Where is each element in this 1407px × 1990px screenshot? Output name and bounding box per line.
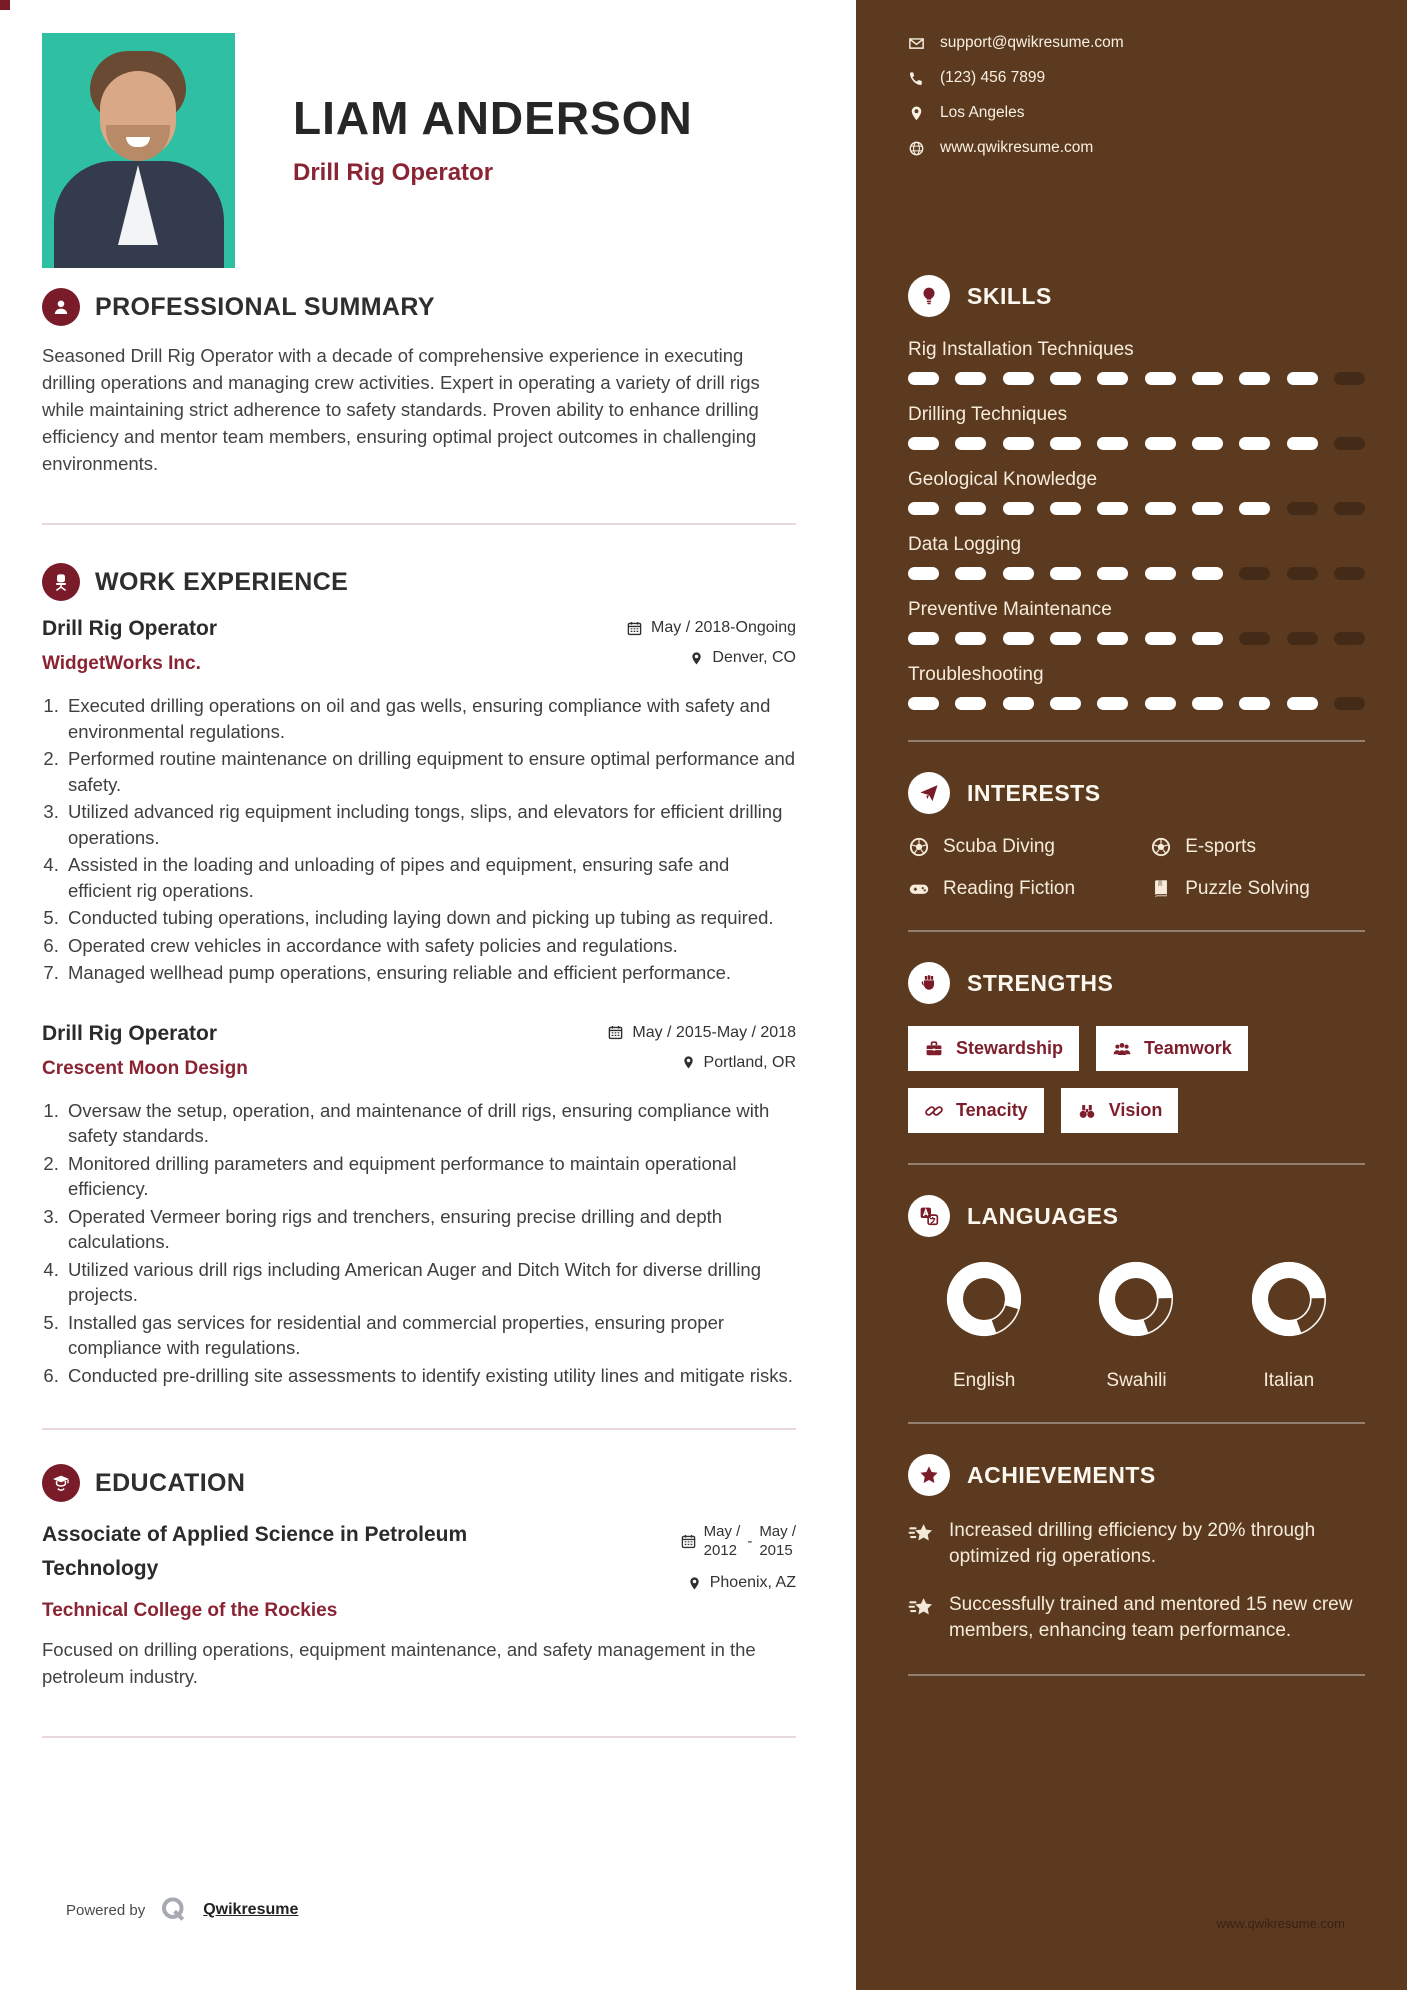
skill-dash-filled (908, 697, 939, 710)
skill-level-meter (908, 632, 1365, 645)
skill-dash-filled (1003, 372, 1034, 385)
header (42, 33, 796, 268)
strength-badge (1096, 1026, 1248, 1071)
interest-label: Puzzle Solving (1185, 878, 1310, 899)
mail-icon (908, 35, 925, 52)
interest-item (1150, 836, 1365, 858)
skill-dash-filled (908, 372, 939, 385)
language-label: Swahili (1106, 1370, 1167, 1391)
shooting-star-icon (908, 1520, 934, 1546)
job-bullet: 6. Conducted pre-drilling site assessments to identify existing utility lines and mitigate risks. (64, 1363, 796, 1389)
person-icon (42, 288, 80, 326)
job-bullet-list (44, 693, 796, 986)
job-bullet-list (44, 1098, 796, 1389)
divider (908, 930, 1365, 932)
achievement-text: Increased drilling efficiency by 20% through optimized rig operations. (949, 1520, 1316, 1567)
skill-dash-filled (955, 372, 986, 385)
skill-dash-filled (1287, 697, 1318, 710)
candidate-title: Drill Rig Operator (293, 159, 494, 186)
watermark: www.qwikresume.com (1216, 1916, 1345, 1931)
contact-item (908, 139, 1365, 157)
work-heading: WORK EXPERIENCE (95, 567, 349, 596)
binoculars-icon (1077, 1101, 1097, 1121)
job-title-block (42, 1022, 248, 1084)
strength-badge (908, 1088, 1044, 1133)
skill-dash-filled (908, 502, 939, 515)
skill-dash-filled (1097, 567, 1128, 580)
job-bullet: 2. Monitored drilling parameters and equipment performance to maintain operational efficiency. (64, 1151, 796, 1202)
location-pin-icon (681, 1055, 696, 1070)
skill-dash-filled (908, 567, 939, 580)
soccer-ball-icon (908, 836, 930, 858)
skill-level-meter (908, 372, 1365, 385)
language-donut-chart (1249, 1259, 1329, 1344)
interest-label: Scuba Diving (943, 836, 1055, 857)
job-title-block (42, 617, 217, 679)
job-bullet: 5. Installed gas services for residential and commercial properties, ensuring proper compliance with regulations. (64, 1310, 796, 1361)
interest-item (908, 836, 1150, 858)
contact-item (908, 69, 1365, 87)
contact-text: Los Angeles (940, 104, 1025, 121)
qwikresume-logo-icon (159, 1895, 189, 1925)
divider (908, 1422, 1365, 1424)
skill-dash-filled (1192, 437, 1223, 450)
contact-block (908, 34, 1365, 157)
team-icon (1112, 1039, 1132, 1059)
graduate-icon (42, 1464, 80, 1502)
job-location-row (626, 649, 796, 667)
calendar-icon (680, 1533, 697, 1550)
skill-level-meter (908, 697, 1365, 710)
job-bullet: 1. Executed drilling operations on oil and gas wells, ensuring compliance with safety and environmental regulations. (64, 693, 796, 744)
languages-heading: LANGUAGES (967, 1202, 1119, 1229)
job-bullet: 4. Assisted in the loading and unloading of pipes and equipment, ensuring safe and efficient rig operations. (64, 852, 796, 903)
education-date-start: May / 2012 (703, 1523, 741, 1559)
language-label: Italian (1263, 1370, 1315, 1391)
strength-badge (1061, 1088, 1179, 1133)
skill-name: Geological Knowledge (908, 469, 1098, 490)
skill-dash-filled (1050, 697, 1081, 710)
education-title-block (42, 1518, 492, 1622)
corner-accent-mark (0, 0, 10, 10)
skill-dash-filled (1145, 632, 1176, 645)
skill-dash-filled (1050, 632, 1081, 645)
footer (66, 1895, 298, 1925)
skill-name: Preventive Maintenance (908, 599, 1112, 620)
interest-label: Reading Fiction (943, 878, 1076, 899)
skill-row (908, 664, 1365, 710)
skill-dash-empty (1334, 567, 1365, 580)
divider (42, 523, 796, 525)
skill-dash-filled (1145, 502, 1176, 515)
education-dates-row (680, 1522, 796, 1560)
skill-dash-empty (1287, 567, 1318, 580)
job-meta (626, 617, 796, 679)
skill-dash-filled (1097, 502, 1128, 515)
summary-section-header (42, 288, 796, 326)
skill-dash-filled (1239, 502, 1270, 515)
skill-dash-filled (1287, 437, 1318, 450)
skill-dash-filled (1192, 632, 1223, 645)
job-dates-row (626, 619, 796, 637)
job-header (42, 617, 796, 679)
contact-item (908, 34, 1365, 52)
job-entry (42, 617, 796, 986)
education-school: Technical College of the Rockies (42, 1600, 338, 1621)
language-donut-chart (944, 1259, 1024, 1344)
skill-dash-filled (1050, 502, 1081, 515)
achievement-item (908, 1518, 1365, 1570)
skill-dash-filled (1287, 372, 1318, 385)
skill-level-meter (908, 437, 1365, 450)
job-location: Denver, CO (712, 649, 796, 666)
skill-dash-filled (1003, 632, 1034, 645)
language-donut-chart (1096, 1259, 1176, 1344)
skill-dash-filled (1192, 567, 1223, 580)
skill-row (908, 534, 1365, 580)
job-title: Drill Rig Operator (42, 1021, 218, 1045)
education-location: Phoenix, AZ (709, 1574, 796, 1591)
globe-icon (908, 140, 925, 157)
skill-dash-filled (1003, 697, 1034, 710)
phone-icon (908, 70, 925, 87)
skill-dash-filled (1097, 697, 1128, 710)
location-pin-icon (689, 651, 704, 666)
language-item (908, 1259, 1060, 1392)
gamepad-icon (908, 878, 930, 900)
divider (908, 1163, 1365, 1165)
paper-plane-icon (908, 772, 950, 814)
fist-icon (908, 962, 950, 1004)
skill-dash-empty (1334, 437, 1365, 450)
skill-dash-empty (1334, 372, 1365, 385)
skill-name: Rig Installation Techniques (908, 339, 1134, 360)
skill-row (908, 469, 1365, 515)
skill-dash-empty (1287, 632, 1318, 645)
skill-dash-filled (955, 502, 986, 515)
divider (42, 1736, 796, 1738)
language-item (1060, 1259, 1212, 1392)
interests-section-header (908, 772, 1365, 814)
skill-name: Data Logging (908, 534, 1022, 555)
contact-text: www.qwikresume.com (940, 139, 1094, 156)
skill-row (908, 339, 1365, 385)
powered-by-label: Powered by (66, 1901, 146, 1919)
skill-name: Troubleshooting (908, 664, 1044, 685)
skill-dash-filled (955, 697, 986, 710)
skill-dash-filled (1097, 632, 1128, 645)
skill-dash-filled (1050, 437, 1081, 450)
strength-badge (908, 1026, 1079, 1071)
sidebar (856, 0, 1407, 1990)
education-date-end: May / 2015 (759, 1523, 796, 1559)
job-company: WidgetWorks Inc. (42, 653, 201, 674)
education-degree: Associate of Applied Science in Petroleum Technology (42, 1523, 468, 1580)
strength-label: Tenacity (956, 1100, 1028, 1120)
translate-icon (908, 1195, 950, 1237)
chain-link-icon (924, 1101, 944, 1121)
language-label: English (953, 1370, 1016, 1391)
interests-heading: INTERESTS (967, 779, 1101, 806)
briefcase-icon (924, 1039, 944, 1059)
skills-heading: SKILLS (967, 282, 1052, 309)
skill-dash-filled (1003, 502, 1034, 515)
languages-list (908, 1259, 1365, 1392)
skill-dash-filled (1192, 697, 1223, 710)
skill-dash-empty (1334, 502, 1365, 515)
work-section-header (42, 563, 796, 601)
job-header (42, 1022, 796, 1084)
office-chair-icon (42, 563, 80, 601)
summary-heading: PROFESSIONAL SUMMARY (95, 292, 435, 321)
job-title: Drill Rig Operator (42, 617, 218, 640)
divider (908, 1674, 1365, 1676)
skill-dash-empty (1334, 697, 1365, 710)
qwikresume-link[interactable]: Qwikresume (203, 1901, 299, 1918)
education-location-row (680, 1574, 796, 1592)
skill-dash-empty (1239, 632, 1270, 645)
skill-dash-empty (1334, 632, 1365, 645)
language-item (1213, 1259, 1365, 1392)
education-section-header (42, 1464, 796, 1502)
achievements-section-header (908, 1454, 1365, 1496)
skills-list (908, 339, 1365, 710)
skill-level-meter (908, 502, 1365, 515)
skills-section-header (908, 275, 1365, 317)
strengths-list (908, 1026, 1365, 1133)
skill-dash-filled (908, 632, 939, 645)
job-bullet: 6. Operated crew vehicles in accordance with safety policies and regulations. (64, 933, 796, 959)
strength-label: Stewardship (956, 1038, 1064, 1058)
summary-text: Seasoned Drill Rig Operator with a decade of comprehensive experience in executing drilling operations and managing crew activities. Expert in operating a variety of drill rigs while maintaining strict adherence to safety standards. Proven ability to enhance drilling efficiency and mentor team members, ensuring optimal project outcomes in challenging environments. (42, 345, 760, 474)
achievements-list (908, 1518, 1365, 1644)
interest-label: E-sports (1185, 836, 1256, 857)
job-bullet: 7. Managed wellhead pump operations, ensuring reliable and efficient performance. (64, 960, 796, 986)
skill-dash-filled (955, 632, 986, 645)
job-list (42, 617, 796, 1388)
education-date-separator: - (747, 1532, 753, 1550)
interest-item (908, 878, 1150, 900)
skill-dash-filled (908, 437, 939, 450)
book-icon (1150, 878, 1172, 900)
skill-row (908, 404, 1365, 450)
divider (42, 1428, 796, 1430)
job-dates-row (607, 1024, 796, 1042)
skill-row (908, 599, 1365, 645)
skill-dash-filled (1145, 567, 1176, 580)
skill-dash-filled (1192, 502, 1223, 515)
bulb-icon (908, 275, 950, 317)
location-pin-icon (687, 1576, 702, 1591)
skill-dash-filled (1050, 567, 1081, 580)
job-location: Portland, OR (703, 1053, 796, 1071)
contact-text: support@qwikresume.com (940, 34, 1124, 51)
strength-label: Vision (1108, 1100, 1163, 1120)
languages-section-header (908, 1195, 1365, 1237)
skill-dash-filled (1145, 372, 1176, 385)
skill-dash-filled (955, 437, 986, 450)
star-icon (908, 1454, 950, 1496)
shooting-star-icon (908, 1594, 934, 1620)
soccer-ball-icon (1150, 836, 1172, 858)
job-company: Crescent Moon Design (42, 1057, 248, 1079)
divider (908, 740, 1365, 742)
skill-dash-empty (1239, 567, 1270, 580)
job-location-row (607, 1054, 796, 1072)
education-meta (680, 1518, 796, 1622)
name-block (235, 33, 693, 268)
skill-dash-filled (1097, 437, 1128, 450)
skill-name: Drilling Techniques (908, 404, 1068, 425)
skill-dash-filled (1003, 567, 1034, 580)
strengths-heading: STRENGTHS (967, 969, 1114, 996)
skill-level-meter (908, 567, 1365, 580)
achievement-text: Successfully trained and mentored 15 new crew members, enhancing team performance. (949, 1594, 1353, 1641)
job-bullet: 3. Utilized advanced rig equipment including tongs, slips, and elevators for efficient drilling operations. (64, 799, 796, 850)
skill-dash-filled (1050, 372, 1081, 385)
education-header (42, 1518, 796, 1622)
job-bullet: 5. Conducted tubing operations, including laying down and picking up tubing as required. (64, 905, 796, 931)
job-bullet: 1. Oversaw the setup, operation, and maintenance of drill rigs, ensuring compliance with safety standards. (64, 1098, 796, 1149)
skill-dash-filled (1239, 697, 1270, 710)
job-bullet: 4. Utilized various drill rigs including American Auger and Ditch Witch for diverse drilling projects. (64, 1257, 796, 1308)
skill-dash-filled (1239, 372, 1270, 385)
education-heading: EDUCATION (95, 1468, 246, 1497)
contact-text: (123) 456 7899 (940, 69, 1046, 86)
interests-list (908, 836, 1365, 900)
skill-dash-filled (1239, 437, 1270, 450)
location-pin-icon (908, 105, 925, 122)
contact-item (908, 104, 1365, 122)
job-bullet: 3. Operated Vermeer boring rigs and trenchers, ensuring precise drilling and depth calculations. (64, 1204, 796, 1255)
achievements-heading: ACHIEVEMENTS (967, 1461, 1156, 1488)
job-meta (607, 1022, 796, 1084)
interest-item (1150, 878, 1365, 900)
job-entry (42, 1022, 796, 1389)
calendar-icon (626, 620, 643, 637)
education-description: Focused on drilling operations, equipment maintenance, and safety management in the petroleum industry. (42, 1639, 756, 1687)
job-bullet: 2. Performed routine maintenance on drilling equipment to ensure optimal performance and safety. (64, 746, 796, 797)
skill-dash-filled (1145, 697, 1176, 710)
skill-dash-filled (955, 567, 986, 580)
job-dates: May / 2018-Ongoing (651, 619, 796, 636)
strengths-section-header (908, 962, 1365, 1004)
achievement-item (908, 1592, 1365, 1644)
skill-dash-filled (1097, 372, 1128, 385)
candidate-name: LIAM ANDERSON (293, 92, 693, 144)
job-dates: May / 2015-May / 2018 (632, 1023, 796, 1041)
skill-dash-empty (1287, 502, 1318, 515)
skill-dash-filled (1192, 372, 1223, 385)
skill-dash-filled (1003, 437, 1034, 450)
profile-photo (42, 33, 235, 268)
calendar-icon (607, 1024, 624, 1041)
strength-label: Teamwork (1144, 1038, 1232, 1058)
skill-dash-filled (1145, 437, 1176, 450)
